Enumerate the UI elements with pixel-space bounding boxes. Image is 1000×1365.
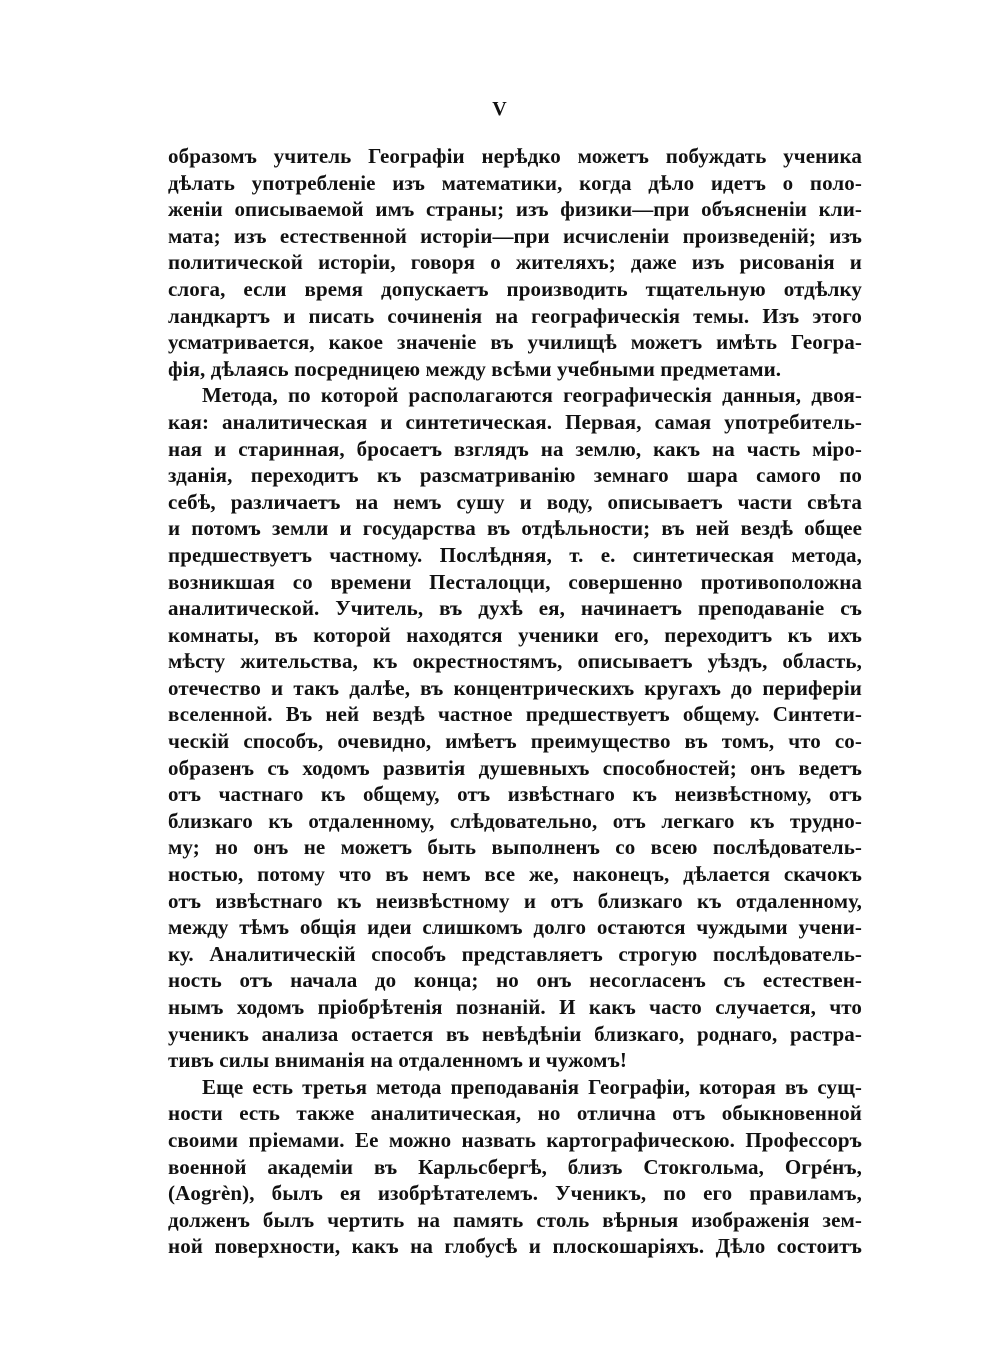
- text-line: ность отъ начала до конца; но онъ несогласенъ съ естествен-: [168, 968, 862, 993]
- text-line: политической исторіи, говоря о жителяхъ; даже изъ рисованія и: [168, 250, 862, 275]
- text-line: комнаты, въ которой находятся ученики его, переходитъ къ ихъ: [168, 622, 862, 647]
- text-line: му; но онъ не можетъ быть выполненъ со всею послѣдователь-: [168, 835, 862, 860]
- text-line: отъ извѣстнаго къ неизвѣстному и отъ близкаго къ отдаленному,: [168, 888, 862, 913]
- text-line: ная и старинная, бросаетъ взглядъ на землю, какъ на часть міро-: [168, 436, 862, 461]
- text-line: зданія, переходитъ къ разсматриванію земнаго шара самого по: [168, 463, 862, 488]
- text-line: Еще есть третья метода преподаванія Географіи, которая въ сущ-: [202, 1074, 862, 1099]
- text-line: себѣ, различаетъ на немъ сушу и воду, описываетъ части свѣта: [168, 489, 862, 514]
- text-line: предшествуетъ частному. Послѣдняя, т. е. синтетическая метода,: [168, 542, 862, 567]
- text-line: между тѣмъ общія идеи слишкомъ долго остаются чуждыми учени-: [168, 915, 862, 940]
- text-line: ческій способъ, очевидно, имѣетъ преимущество въ томъ, что со-: [168, 729, 862, 754]
- text-line: военной академіи въ Карльсбергѣ, близъ Стокгольма, Огрéнъ,: [168, 1154, 862, 1179]
- text-line: (Aogrèn), былъ ея изобрѣтателемъ. Ученикъ, по его правиламъ,: [168, 1181, 862, 1206]
- text-line: образенъ съ ходомъ развитія душевныхъ способностей; онъ ведетъ: [168, 755, 862, 780]
- text-line: аналитической. Учитель, въ духѣ ея, начинаетъ преподаваніе съ: [168, 596, 862, 621]
- text-line: ученикъ анализа остается въ невѣдѣніи близкаго, роднаго, растра-: [168, 1021, 862, 1046]
- text-line: отъ частнаго къ общему, отъ извѣстнаго къ неизвѣстному, отъ: [168, 782, 862, 807]
- paragraph-3: [168, 1074, 862, 1260]
- body-text: [168, 143, 862, 1260]
- text-line: Метода, по которой располагаются географическія данныя, двоя-: [202, 383, 862, 408]
- text-line: ности есть также аналитическая, но отлична отъ обыкновенной: [168, 1101, 862, 1126]
- text-line: мѣсту жительства, къ окрестностямъ, описываетъ уѣздъ, область,: [168, 649, 862, 674]
- text-line: близкаго къ отдаленному, слѣдовательно, отъ легкаго къ трудно-: [168, 808, 862, 833]
- text-line: фія, дѣлаясь посредницею между всѣми учебными предметами.: [168, 356, 782, 381]
- text-line: усматривается, какое значеніе въ училищѣ можетъ имѣть Геогра-: [168, 330, 862, 355]
- text-line: образомъ учитель Географіи нерѣдко можетъ побуждать ученика: [168, 144, 862, 168]
- text-line: женіи описываемой имъ страны; изъ физики—при объясненіи кли-: [168, 197, 862, 222]
- text-line: отечество и такъ далѣе, въ концентрическихъ кругахъ до периферіи: [168, 675, 862, 700]
- text-line: кая: аналитическая и синтетическая. Первая, самая употребитель-: [168, 409, 862, 434]
- text-line: своими пріемами. Ее можно назвать картографическою. Профессоръ: [168, 1127, 862, 1152]
- text-line: ностью, потому что въ немъ все же, наконецъ, дѣлается скачокъ: [168, 862, 862, 887]
- text-line: слога, если время допускаетъ производить тщательную отдѣлку: [168, 276, 862, 301]
- page-number: V: [492, 98, 508, 120]
- text-line: мата; изъ естественной исторіи—при исчисленіи произведеній; изъ: [168, 223, 862, 248]
- text-line: ку. Аналитическій способъ представляетъ строгую послѣдователь-: [168, 941, 862, 966]
- text-line: долженъ былъ чертить на память столь вѣрныя изображенія зем-: [168, 1207, 862, 1232]
- text-line: возникшая со времени Песталоцци, совершенно противоположна: [168, 569, 862, 594]
- text-line: тивъ силы вниманія на отдаленномъ и чужомъ!: [168, 1048, 627, 1073]
- text-line: дѣлать употребленіе изъ математики, когда дѣло идетъ о поло-: [168, 170, 862, 195]
- text-line: вселенной. Въ ней вездѣ частное предшествуетъ общему. Синтети-: [168, 702, 862, 727]
- paragraph-2: [168, 382, 862, 1073]
- text-line: ландкартъ и писать сочиненія на географическія темы. Изъ этого: [168, 303, 862, 328]
- text-line: ной поверхности, какъ на глобусѣ и плоскошаріяхъ. Дѣло состоитъ: [168, 1234, 862, 1259]
- paragraph-1: [168, 143, 862, 382]
- text-line: нымъ ходомъ пріобрѣтенія познаній. И какъ часто случается, что: [168, 995, 862, 1019]
- text-line: и потомъ земли и государства въ отдѣльности; въ ней вездѣ общее: [168, 516, 862, 541]
